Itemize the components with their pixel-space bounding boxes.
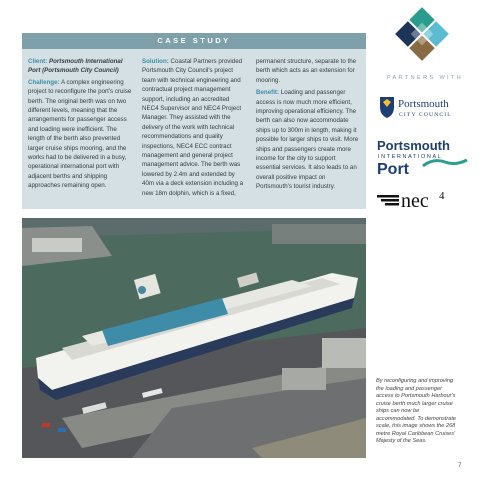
- solution-text: Coastal Partners provided Portsmouth City Council's project team with technical engineering and contractual project management support, including an accredited NEC4 Supervisor and NEC4 Project Manager. They assisted with the delivery of the work with technical recommendations and quality inspections, NEC4 ECC contract management and general project management advice. The berth was lowered by 2.4m and extended by 40m via a deck extension including a new 18m dolphin, which is a fixed,: [142, 58, 244, 197]
- port-name-1: Portsmouth: [377, 138, 450, 153]
- portsmouth-city-council-logo: [378, 93, 468, 121]
- nec4-logo: [375, 187, 465, 211]
- nec-number: 4: [439, 190, 445, 202]
- solution-label: Solution:: [142, 58, 169, 65]
- column-benefit: [256, 57, 360, 192]
- coastal-partners-logo: [392, 6, 452, 62]
- page-number: 7: [458, 463, 462, 469]
- benefit-label: Benefit:: [256, 89, 280, 97]
- benefit-text: Loading and passenger access is now much more efficient, improving operational efficiency. The berth can also now accommodate ships up to 300m in length, making it possible for larger ships to visit. More ships and passengers create more income for the city to support essential services. It also leads to an overall positive impact on Portsmouth's tourist industry.: [256, 89, 359, 191]
- crest-icon: [380, 97, 394, 118]
- nec-stripes-icon: [377, 195, 399, 206]
- photo-caption: By reconfiguring and improving the loading and passenger access to Portsmouth Harbour's cruise berth much larger cruise ships can now be accommodated. To demonstrate scale, this image shows the 268 metre Royal Caribbean Cruises' Majesty of the Seas.: [376, 378, 457, 444]
- nec-text: nec: [401, 190, 429, 211]
- pcc-sub: CITY COUNCIL: [399, 112, 452, 118]
- case-study-header: CASE STUDY: [22, 33, 366, 49]
- challenge-label: Challenge:: [28, 78, 60, 86]
- client-label: Client:: [28, 58, 48, 65]
- port-name-2: Port: [377, 161, 409, 178]
- column-solution: [142, 57, 246, 198]
- solution-continued-text: permanent structure, separate to the berth which acts as an extension for mooring.: [256, 58, 357, 84]
- column-client-challenge: [28, 57, 132, 191]
- portsmouth-international-port-logo: [375, 136, 473, 178]
- cruise-ship-photo: [22, 218, 366, 458]
- pcc-name: Portsmouth: [398, 98, 449, 110]
- wave-icon: [423, 160, 467, 166]
- partners-with-label: PARTNERS WITH: [386, 75, 464, 81]
- client-value: Portsmouth International Port (Portsmouth City Council): [28, 58, 123, 75]
- port-mid: INTERNATIONAL: [378, 154, 443, 160]
- challenge-text: A complex engineering project to reconfigure the port's cruise berth. The original berth was on two different levels, meaning that the arrangements for passenger access and loading were inefficient. The length of the berth also prevented larger cruise ships mooring, and the works had to be delivered in a busy, operational international port with adjacent berths and shipping approaches remaining open.: [28, 78, 132, 190]
